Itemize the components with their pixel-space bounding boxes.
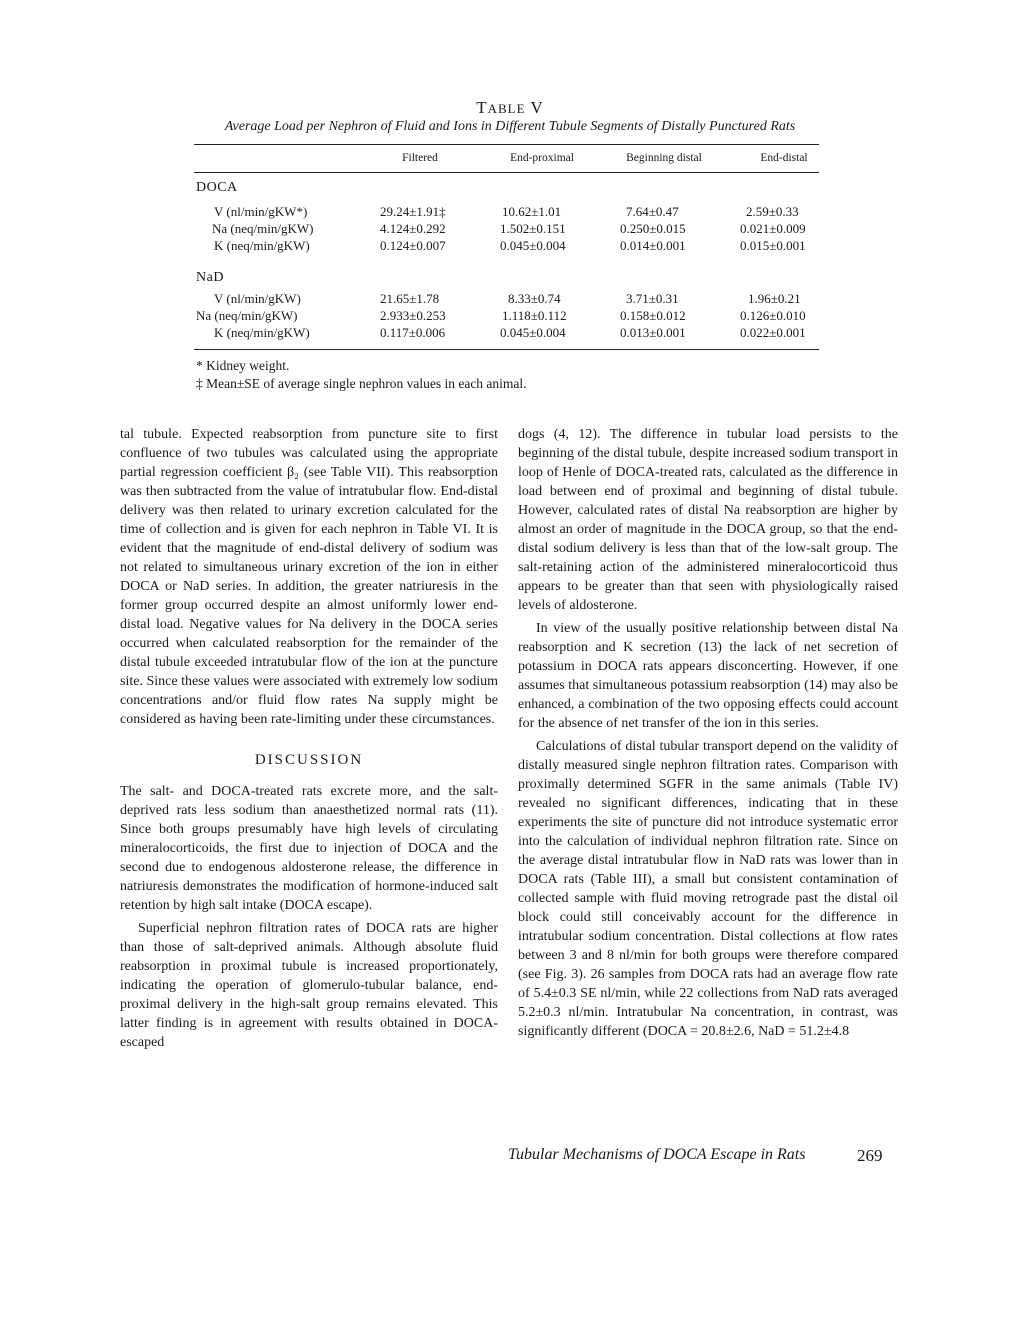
table-cell: 0.124±0.007 (380, 238, 446, 253)
body-paragraph: In view of the usually positive relationship between distal Na reabsorption and K secretion (13) the lack of net secretion of potassium in DOCA rats appears disconcerting. However, if one assumes that simultaneous potassium reabsorption (14) may also be enhanced, a combination of the two opposing effects could account for the absence of net transfer of the ion in this series. (518, 621, 898, 731)
footnote-mean-se: ‡ Mean±SE of average single nephron values in each animal. (196, 376, 527, 391)
running-footer-title: Tubular Mechanisms of DOCA Escape in Rats (508, 1146, 806, 1163)
body-paragraph: The salt- and DOCA-treated rats excrete more, and the salt-deprived rats less sodium than anaesthetized normal rats (11). Since both groups presumably have high levels of circulating mineralocorticoids, the first due to injection of DOCA and the second due to endogenous aldosterone release, the difference in natriuresis demonstrates the modification of hormone-induced salt retention by high salt intake (DOCA escape). (120, 784, 498, 913)
table-cell: 2.933±0.253 (380, 308, 446, 323)
table-bottom-rule (194, 349, 819, 350)
row-label: K (neq/min/gKW) (214, 325, 310, 340)
row-label: V (nl/min/gKW*) (214, 204, 308, 219)
table-cell: 0.117±0.006 (380, 325, 446, 340)
col-header-beginning-distal: Beginning distal (626, 152, 702, 164)
left-column (120, 425, 498, 1056)
table-cell: 0.126±0.010 (740, 308, 806, 323)
table-cell: 0.045±0.004 (500, 325, 566, 340)
table-cell: 2.59±0.33 (746, 204, 799, 219)
table-top-rule (194, 144, 819, 145)
row-label: Na (neq/min/gKW) (196, 308, 298, 323)
table-cell: 0.250±0.015 (620, 221, 686, 236)
table-label: TABLE V (476, 98, 544, 117)
footnote-kidney-weight: * Kidney weight. (196, 358, 290, 373)
row-label: K (neq/min/gKW) (214, 238, 310, 253)
table-cell: 7.64±0.47 (626, 204, 679, 219)
right-column (518, 425, 898, 1045)
table-cell: 1.502±0.151 (500, 221, 566, 236)
col-header-end-proximal: End-proximal (510, 152, 574, 164)
table-cell: 21.65±1.78 (380, 291, 440, 306)
table-header-rule (194, 172, 819, 173)
table-cell: 0.013±0.001 (620, 325, 686, 340)
row-label: Na (neq/min/gKW) (212, 221, 314, 236)
body-paragraph: Calculations of distal tubular transport depend on the validity of distally measured single nephron filtration rates. Comparison with proximally determined SGFR in the same animals (Table IV) revealed no significant differences, indicating that in these experiments the site of puncture did not introduce systematic error into the calculation of individual nephron filtration rate. Since on the average distal intratubular flow in NaD rats was lower than in DOCA rats (Table III), a small but consistent contamination of collected sample with fluid moving retrograde past the distal oil block could still conceivably account for the difference in intratubular sodium concentration. Distal collections at flow rates between 3 and 8 nl/min for both groups were therefore compared (see Fig. 3). 26 samples from DOCA rats had an average flow rate of 5.4±0.3 SE nl/min, while 22 collections from NaD rats averaged 5.2±0.3 nl/min. Intratubular Na concentration, in contrast, was significantly different (DOCA = 20.8±2.6, NaD = 51.2±4.8 (518, 739, 898, 1039)
table-cell: 0.158±0.012 (620, 308, 686, 323)
table-cell: 1.118±0.112 (502, 308, 567, 323)
table-cell: 1.96±0.21 (748, 291, 801, 306)
row-label: V (nl/min/gKW) (214, 291, 301, 306)
table-cell: 10.62±1.01 (502, 204, 562, 219)
table-cell: 0.045±0.004 (500, 238, 566, 253)
group-label-doca: DOCA (196, 180, 238, 195)
table-cell: 29.24±1.91‡ (380, 204, 446, 219)
table-title: Average Load per Nephron of Fluid and Ions in Different Tubule Segments of Distally Punctured Rats (224, 119, 796, 134)
col-header-filtered: Filtered (402, 152, 438, 164)
body-paragraph: tal tubule. Expected reabsorption from puncture site to first confluence of two tubules was calculated using the appropriate partial regression coefficient β₂ (see Table VII). This reabsorption was then subtracted from the value of intratubular flow. End-distal delivery was then related to urinary excretion calculated for the time of collection and is given for each nephron in Table VI. It is evident that the magnitude of end-distal delivery of sodium was not related to simultaneous urinary excretion of the ion in either DOCA or NaD series. In addition, the greater natriuresis in the former group occurred despite an almost uniformly lower end-distal load. Negative values for Na delivery in the DOCA series occurred when calculated reabsorption for the remainder of the distal tubule exceeded intratubular flow of the ion at the puncture site. Since these values were associated with extremely low sodium concentrations and/or fluid flow rates Na supply might be considered as having been rate-limiting under these circumstances. (120, 427, 498, 727)
table-cell: 0.015±0.001 (740, 238, 806, 253)
body-paragraph: dogs (4, 12). The difference in tubular load persists to the beginning of the distal tubule, despite increased sodium transport in loop of Henle of DOCA-treated rats, calculated as the difference in load between end of proximal and beginning of distal tubule. However, calculated rates of distal Na reabsorption are higher by almost an order of magnitude in the DOCA group, so that the end-distal sodium delivery is less than that of the low-salt group. The salt-retaining action of the administered mineralocorticoid thus appears to be greater than that seen with physiologically raised levels of aldosterone. (518, 427, 898, 613)
group-label-nad: NaD (196, 270, 224, 285)
body-paragraph: Superficial nephron filtration rates of DOCA rats are higher than those of salt-deprived animals. Although absolute fluid reabsorption in proximal tubule is increased proportionately, indicating the operation of glomerulo-tubular balance, end-proximal delivery in the high-salt group remains elevated. This latter finding is in agreement with results obtained in DOCA-escaped (120, 921, 498, 1050)
table-cell: 0.021±0.009 (740, 221, 806, 236)
table-cell: 0.014±0.001 (620, 238, 686, 253)
col-header-end-distal: End-distal (760, 152, 808, 164)
page-number: 269 (857, 1146, 883, 1165)
table-cell: 8.33±0.74 (508, 291, 561, 306)
table-cell: 3.71±0.31 (626, 291, 679, 306)
table-cell: 0.022±0.001 (740, 325, 806, 340)
table-cell: 4.124±0.292 (380, 221, 446, 236)
section-heading-discussion: DISCUSSION (254, 752, 364, 768)
